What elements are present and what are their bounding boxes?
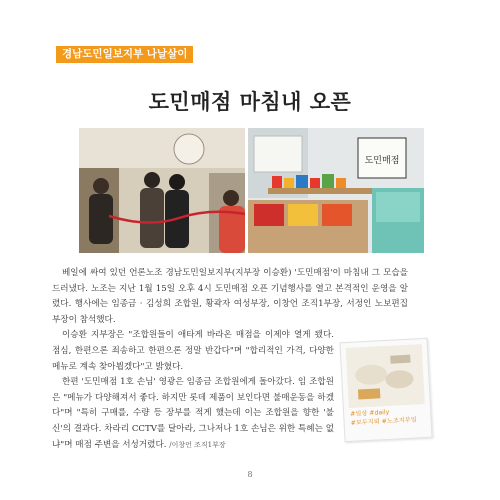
store-sign: 도민매점 — [364, 156, 400, 166]
article-paragraph: 이승환 지부장은 "조합원들이 애타게 바라온 매점을 이제야 열게 됐다. 점심, 한편으론 죄송하고 한편으론 정말 반갑다"며 "합리적인 가격, 다양한 메뉴로 계속 찾아뵙겠다"고 밝혔다. — [52, 330, 334, 372]
page-number: 8 — [247, 470, 253, 479]
section-tag: 경남도민일보지부 나날살이 — [56, 46, 193, 63]
article-title: 도민매점 마침내 오픈 — [148, 89, 352, 114]
article-paragraph — [52, 375, 334, 453]
hashtags-line: #모두지뢰 #노조지부일 — [350, 415, 417, 427]
polaroid-photo — [339, 338, 432, 442]
article-paragraph: 베일에 싸여 있던 언론노조 경남도민일보지부(지부장 이승환) '도민매점'이 마침내 그 모습을 드러냈다. 노조는 지난 1월 15일 오후 4시 도민매점 오픈 기념행사를 열고 본격적인 운영을 알렸다. 행사에는 임종금 · 김성희 조합원, 황곽자 여성부장, 이창언 조직1부장, 서정인 노보편집부장이 참석했다. — [52, 268, 408, 325]
store-shelves-photo — [248, 128, 424, 253]
polaroid-caption — [350, 407, 429, 428]
article-paragraph-text: 한편 '도민매점 1호 손님' 영광은 임종금 조합원에게 돌아갔다. 임 조합원은 "메뉴가 다양해져서 좋다. 하지만 롯데 제품이 보인다면 불매운동을 하겠다"며 "특히 구매를, 수량 등 장부를 적게 했는데 이는 조합원을 향한 '불신'의 결과다. 차라리 CCTV를 달아라, 그나저나 1호 손님은 위한 특혜는 없냐"며 매점 주변을 서성거렸다. — [52, 377, 334, 450]
author-signature: /이창언 조직1부장 — [169, 440, 226, 449]
ribbon-cutting-photo — [79, 128, 245, 253]
hashtags-line: #일상 #daily — [350, 408, 390, 418]
tabletop-photo — [346, 344, 425, 408]
